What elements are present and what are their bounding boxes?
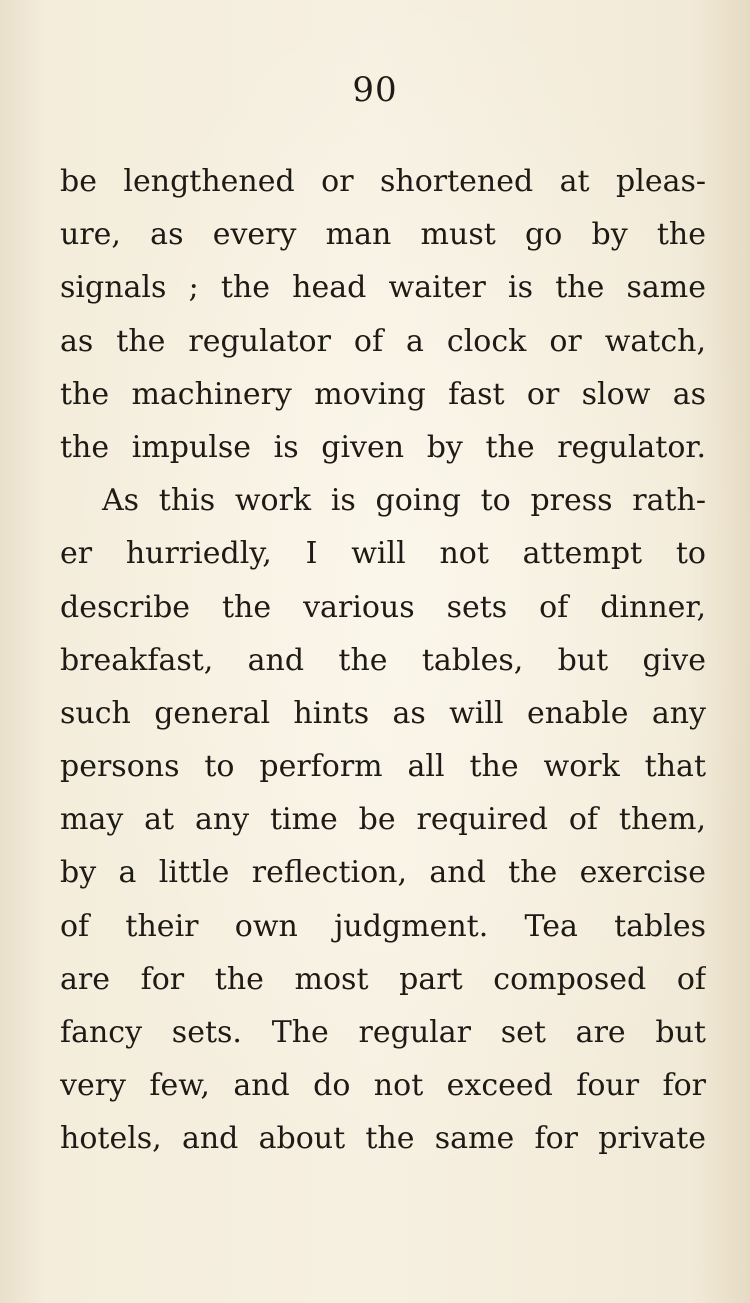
- text-line: very few, and do not exceed four for: [60, 1068, 706, 1104]
- text-line: as the regulator of a clock or watch,: [60, 323, 706, 359]
- text-line: hotels, and about the same for private: [60, 1121, 706, 1157]
- text-line: persons to perform all the work that: [60, 749, 706, 785]
- text-line: be lengthened or shortened at pleas-: [60, 164, 706, 199]
- text-line: ure, as every man must go by the: [60, 217, 706, 253]
- text-line: describe the various sets of dinner,: [60, 589, 706, 625]
- paragraph-first-line: As this work is going to press rath-: [102, 483, 706, 519]
- text-line: of their own judgment. Tea tables: [60, 908, 706, 944]
- text-line: fancy sets. The regular set are but: [60, 1015, 706, 1050]
- text-line: the impulse is given by the regulator.: [60, 429, 706, 465]
- body-text: [60, 155, 706, 1166]
- text-line: by a little reflection, and the exercise: [60, 855, 706, 891]
- text-line: such general hints as will enable any: [60, 695, 706, 731]
- page-number: 90: [352, 70, 398, 110]
- text-line: may at any time be required of them,: [60, 802, 706, 838]
- text-line: er hurriedly, I will not attempt to: [60, 536, 706, 572]
- text-line: the machinery moving fast or slow as: [60, 376, 706, 412]
- text-line: are for the most part composed of: [60, 961, 706, 997]
- text-line: breakfast, and the tables, but give: [60, 642, 706, 678]
- text-line: signals ; the head waiter is the same: [60, 270, 706, 306]
